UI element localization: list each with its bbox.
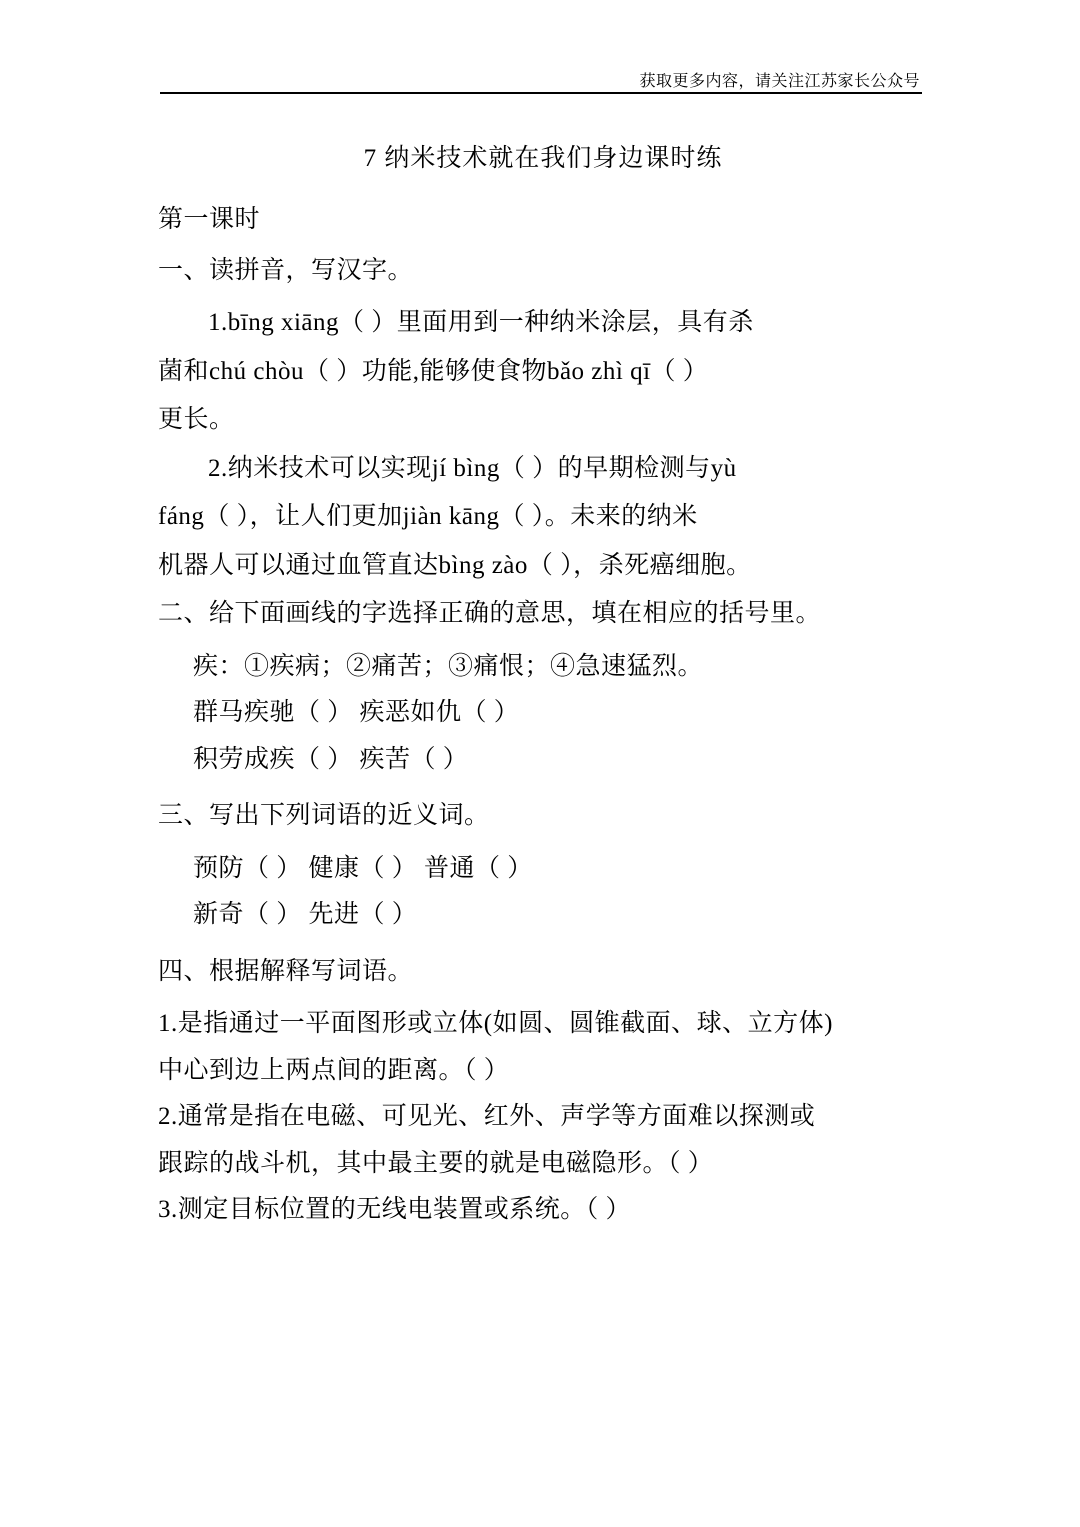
section-heading-2: 二、给下面画线的字选择正确的意思，填在相应的括号里。	[158, 600, 822, 627]
section-1-line-6: 机器人可以通过血管直达bìng zào（ ），杀死癌细胞。	[158, 551, 752, 579]
section-1-line-4: 2.纳米技术可以实现jí bìng（ ）的早期检测与yù	[208, 454, 737, 482]
section-1-line-1: 1.bīng xiāng（ ）里面用到一种纳米涂层，具有杀	[208, 309, 754, 336]
section-2-line-2: 群马疾驰（ ） 疾恶如仇（ ）	[193, 699, 520, 726]
page-title: 7 纳米技术就在我们身边课时练	[363, 145, 723, 172]
document-content	[158, 120, 928, 1237]
section-4-line-3: 2.通常是指在电磁、可见光、红外、声学等方面难以探测或	[158, 1103, 816, 1130]
section-3-line-2: 新奇（ ） 先进（ ）	[193, 901, 418, 928]
section-2-line-3: 积劳成疾（ ） 疾苦（ ）	[193, 745, 469, 773]
section-1-line-2: 菌和chú chòu（ ）功能,能够使食物bǎo zhì qī（ ）	[158, 357, 709, 385]
header-divider	[160, 92, 922, 94]
section-heading-1: 一、读拼音，写汉字。	[158, 256, 414, 284]
section-1-line-5: fáng（ ），让人们更加jiàn kāng（ ）。未来的纳米	[158, 503, 698, 530]
section-4-line-4: 跟踪的战斗机，其中最主要的就是电磁隐形。（ ）	[158, 1149, 714, 1177]
section-2-line-1: 疾：①疾病；②痛苦；③痛恨；④急速猛烈。	[193, 652, 704, 680]
section-4-line-5: 3.测定目标位置的无线电装置或系统。（ ）	[158, 1196, 632, 1223]
section-heading-3: 三、写出下列词语的近义词。	[158, 802, 490, 829]
section-3-line-1: 预防（ ） 健康（ ） 普通（ ）	[193, 854, 533, 882]
section-heading-4: 四、根据解释写词语。	[158, 957, 414, 985]
section-1-line-3: 更长。	[158, 406, 235, 433]
section-4-line-1: 1.是指通过一平面图形或立体(如圆、圆锥截面、球、立方体)	[158, 1010, 833, 1037]
section-4-line-2: 中心到边上两点间的距离。（ ）	[158, 1056, 510, 1084]
session-label: 第一课时	[158, 206, 261, 233]
header-note: 获取更多内容，请关注江苏家长公众号	[639, 71, 920, 90]
